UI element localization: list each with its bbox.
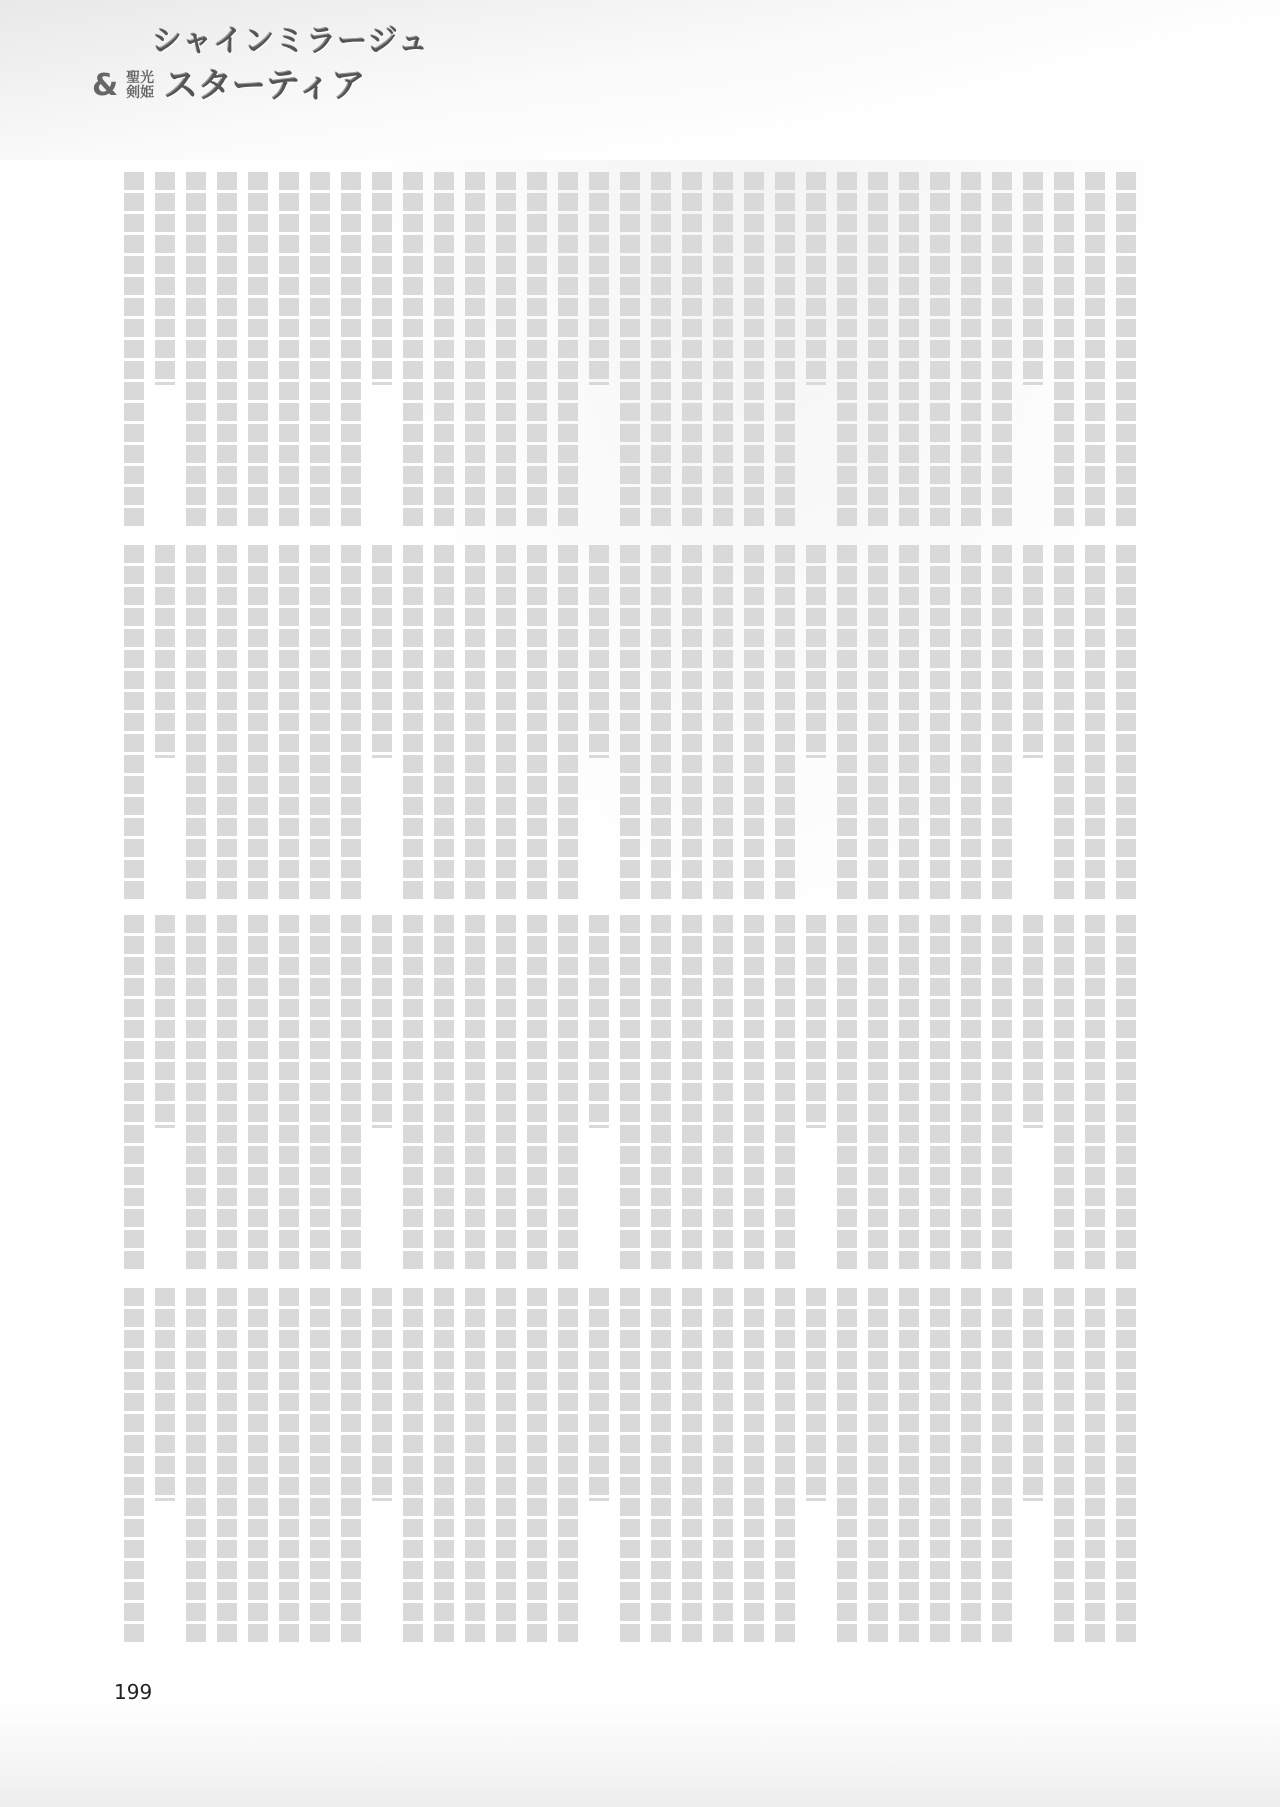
text-line-placeholder	[930, 172, 950, 527]
text-line-placeholder	[961, 172, 981, 527]
text-line-placeholder	[1085, 545, 1105, 900]
text-line-placeholder	[806, 172, 826, 385]
text-tier-3	[86, 915, 1136, 1270]
text-line-placeholder	[496, 545, 516, 900]
text-line-placeholder	[558, 1288, 578, 1643]
logo-row-1	[92, 24, 492, 60]
text-line-placeholder	[682, 172, 702, 527]
text-line-placeholder	[527, 915, 547, 1270]
text-line-placeholder	[930, 545, 950, 900]
text-line-placeholder	[527, 172, 547, 527]
text-line-placeholder	[992, 545, 1012, 900]
text-line-placeholder	[403, 1288, 423, 1643]
text-line-placeholder	[186, 1288, 206, 1643]
logo-subtitle: 聖光剣姫	[126, 70, 155, 101]
text-line-placeholder	[341, 545, 361, 900]
text-line-placeholder	[403, 172, 423, 527]
text-line-placeholder	[1023, 915, 1043, 1128]
text-line-placeholder	[186, 915, 206, 1270]
text-line-placeholder	[589, 545, 609, 758]
text-line-placeholder	[961, 915, 981, 1270]
text-line-placeholder	[1085, 915, 1105, 1270]
text-line-placeholder	[434, 915, 454, 1270]
text-line-placeholder	[775, 545, 795, 900]
text-line-placeholder	[558, 172, 578, 527]
text-line-placeholder	[775, 172, 795, 527]
text-line-placeholder	[124, 1288, 144, 1643]
text-line-placeholder	[868, 545, 888, 900]
text-line-placeholder	[310, 172, 330, 527]
text-line-placeholder	[589, 172, 609, 385]
text-line-placeholder	[837, 1288, 857, 1643]
text-line-placeholder	[217, 1288, 237, 1643]
text-line-placeholder	[248, 915, 268, 1270]
text-line-placeholder	[1116, 545, 1136, 900]
text-line-placeholder	[837, 545, 857, 900]
text-line-placeholder	[682, 545, 702, 900]
text-line-placeholder	[961, 545, 981, 900]
logo-ampersand: &	[92, 68, 119, 103]
text-line-placeholder	[372, 915, 392, 1128]
text-line-placeholder	[496, 1288, 516, 1643]
text-line-placeholder	[930, 915, 950, 1270]
text-line-placeholder	[155, 545, 175, 758]
text-line-placeholder	[186, 172, 206, 527]
text-line-placeholder	[651, 915, 671, 1270]
page-number: 199	[114, 1680, 153, 1704]
text-line-placeholder	[248, 172, 268, 527]
text-line-placeholder	[186, 545, 206, 900]
text-line-placeholder	[713, 545, 733, 900]
text-line-placeholder	[248, 1288, 268, 1643]
text-line-placeholder	[806, 1288, 826, 1501]
text-line-placeholder	[651, 172, 671, 527]
text-line-placeholder	[744, 1288, 764, 1643]
text-line-placeholder	[868, 172, 888, 527]
text-line-placeholder	[434, 545, 454, 900]
text-line-placeholder	[744, 915, 764, 1270]
text-line-placeholder	[155, 915, 175, 1128]
text-line-placeholder	[806, 915, 826, 1128]
text-line-placeholder	[899, 545, 919, 900]
text-line-placeholder	[899, 172, 919, 527]
text-line-placeholder	[620, 545, 640, 900]
text-line-placeholder	[124, 545, 144, 900]
text-line-placeholder	[310, 915, 330, 1270]
text-line-placeholder	[868, 915, 888, 1270]
text-line-placeholder	[744, 172, 764, 527]
text-line-placeholder	[465, 1288, 485, 1643]
text-line-placeholder	[713, 172, 733, 527]
text-line-placeholder	[806, 545, 826, 758]
text-line-placeholder	[465, 915, 485, 1270]
text-line-placeholder	[496, 915, 516, 1270]
text-line-placeholder	[217, 172, 237, 527]
text-line-placeholder	[992, 1288, 1012, 1643]
text-line-placeholder	[279, 545, 299, 900]
text-line-placeholder	[372, 1288, 392, 1501]
text-line-placeholder	[1023, 1288, 1043, 1501]
text-line-placeholder	[620, 915, 640, 1270]
text-line-placeholder	[992, 172, 1012, 527]
text-line-placeholder	[775, 1288, 795, 1643]
text-line-placeholder	[1054, 545, 1074, 900]
text-line-placeholder	[1023, 545, 1043, 758]
text-line-placeholder	[558, 915, 578, 1270]
text-line-placeholder	[713, 1288, 733, 1643]
logo-title-1: シャインミラージュ	[152, 24, 430, 59]
text-line-placeholder	[155, 1288, 175, 1501]
text-line-placeholder	[651, 545, 671, 900]
text-line-placeholder	[310, 545, 330, 900]
logo-row-2	[92, 66, 492, 106]
text-line-placeholder	[124, 915, 144, 1270]
text-line-placeholder	[527, 1288, 547, 1643]
text-line-placeholder	[1054, 1288, 1074, 1643]
text-line-placeholder	[341, 915, 361, 1270]
text-line-placeholder	[1054, 172, 1074, 527]
text-line-placeholder	[403, 915, 423, 1270]
text-line-placeholder	[124, 172, 144, 527]
text-line-placeholder	[465, 545, 485, 900]
text-line-placeholder	[496, 172, 516, 527]
text-line-placeholder	[217, 545, 237, 900]
text-line-placeholder	[992, 915, 1012, 1270]
footer-background	[0, 1700, 1280, 1807]
text-line-placeholder	[372, 545, 392, 758]
text-line-placeholder	[899, 1288, 919, 1643]
text-line-placeholder	[341, 1288, 361, 1643]
text-line-placeholder	[1054, 915, 1074, 1270]
text-line-placeholder	[620, 172, 640, 527]
text-line-placeholder	[1023, 172, 1043, 385]
text-line-placeholder	[837, 915, 857, 1270]
text-line-placeholder	[465, 172, 485, 527]
text-line-placeholder	[279, 1288, 299, 1643]
text-line-placeholder	[744, 545, 764, 900]
text-line-placeholder	[527, 545, 547, 900]
logo-title-2: スターティア	[164, 66, 366, 106]
text-line-placeholder	[1085, 1288, 1105, 1643]
text-line-placeholder	[961, 1288, 981, 1643]
text-line-placeholder	[558, 545, 578, 900]
text-line-placeholder	[279, 172, 299, 527]
text-line-placeholder	[310, 1288, 330, 1643]
text-line-placeholder	[372, 172, 392, 385]
text-line-placeholder	[434, 172, 454, 527]
text-line-placeholder	[837, 172, 857, 527]
book-logo	[92, 24, 492, 106]
text-line-placeholder	[775, 915, 795, 1270]
text-line-placeholder	[434, 1288, 454, 1643]
text-line-placeholder	[868, 1288, 888, 1643]
text-line-placeholder	[620, 1288, 640, 1643]
text-line-placeholder	[682, 1288, 702, 1643]
text-line-placeholder	[1116, 1288, 1136, 1643]
text-line-placeholder	[930, 1288, 950, 1643]
text-tier-2	[86, 545, 1136, 900]
text-line-placeholder	[651, 1288, 671, 1643]
text-tier-1	[86, 172, 1136, 527]
text-line-placeholder	[403, 545, 423, 900]
text-line-placeholder	[682, 915, 702, 1270]
text-tier-4	[86, 1288, 1136, 1643]
text-line-placeholder	[589, 1288, 609, 1501]
text-line-placeholder	[1085, 172, 1105, 527]
text-line-placeholder	[155, 172, 175, 385]
text-line-placeholder	[713, 915, 733, 1270]
text-line-placeholder	[248, 545, 268, 900]
text-line-placeholder	[1116, 915, 1136, 1270]
text-line-placeholder	[341, 172, 361, 527]
text-line-placeholder	[279, 915, 299, 1270]
text-line-placeholder	[589, 915, 609, 1128]
text-line-placeholder	[899, 915, 919, 1270]
text-line-placeholder	[1116, 172, 1136, 527]
text-line-placeholder	[217, 915, 237, 1270]
